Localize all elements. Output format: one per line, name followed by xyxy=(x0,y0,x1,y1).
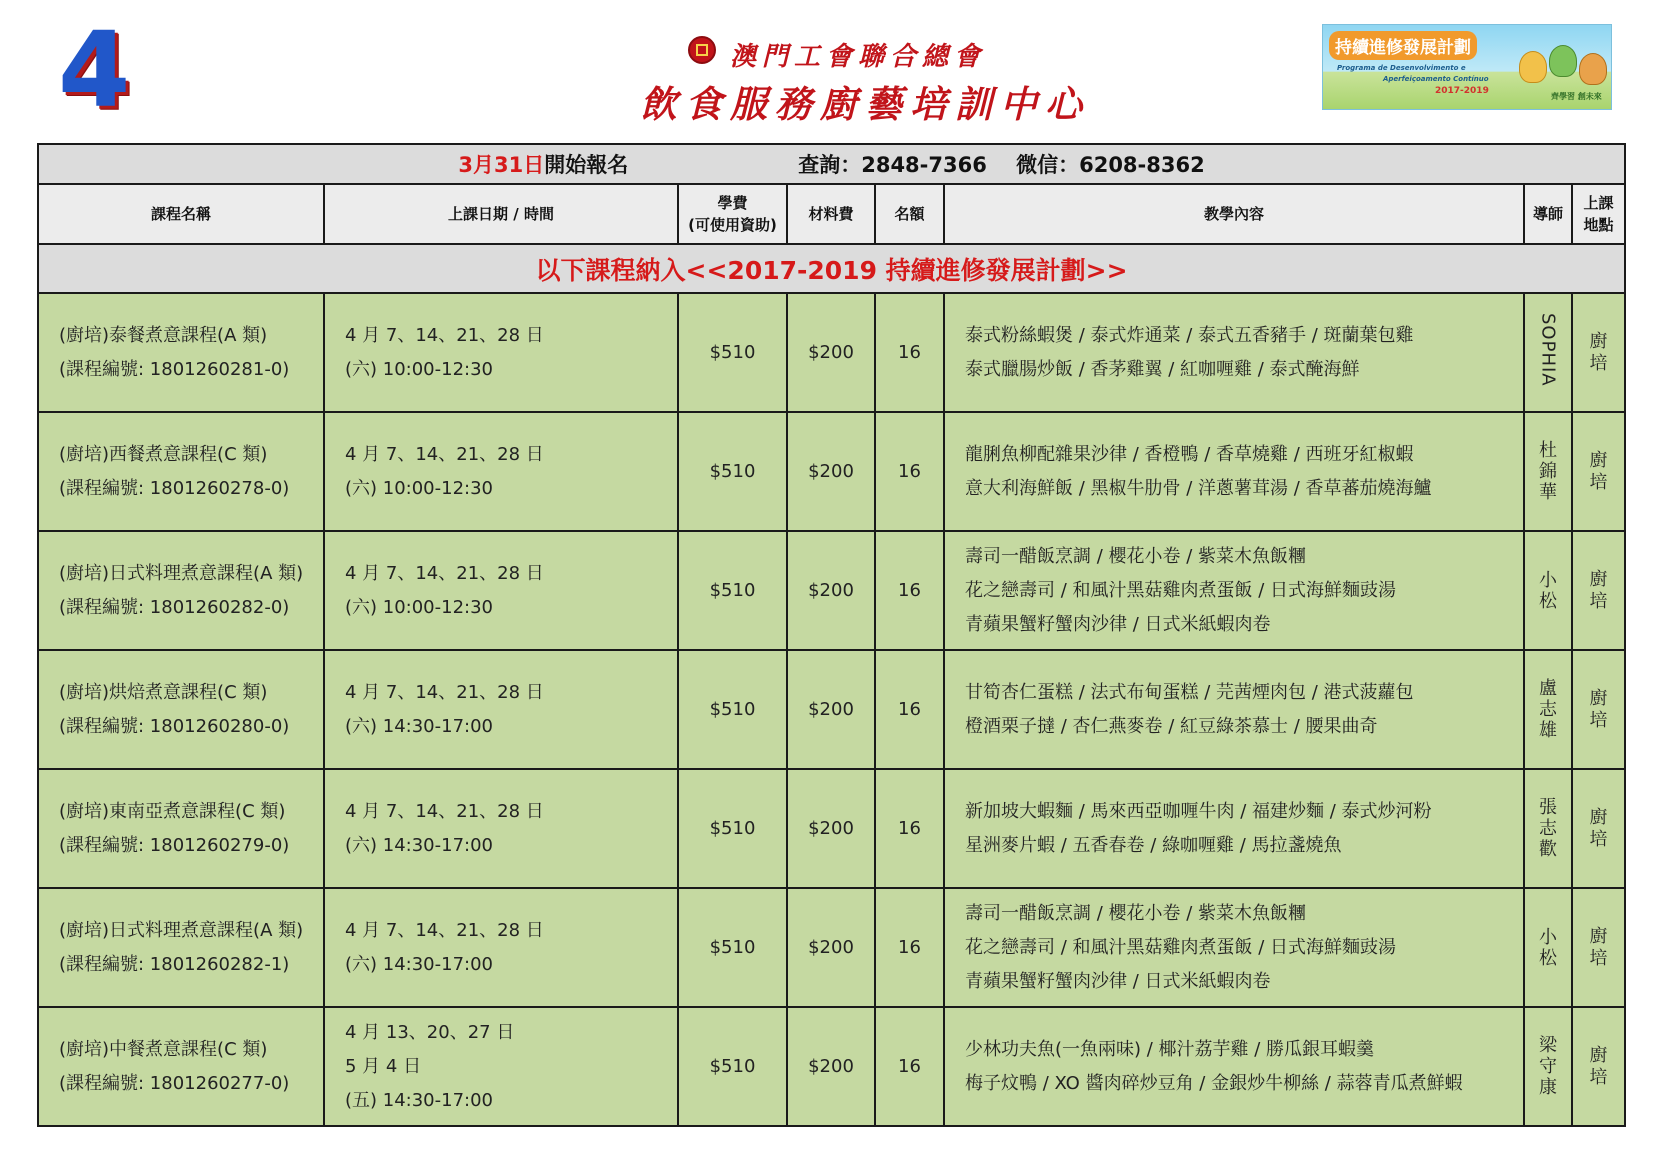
course-name: (廚培)東南亞煮意課程(C 類) xyxy=(59,800,286,822)
course-content-cell xyxy=(944,769,1524,888)
course-content-line: 壽司一醋飯烹調 / 櫻花小卷 / 紫菜木魚飯糰 xyxy=(965,902,1307,924)
course-content-line: 橙酒栗子撻 / 杏仁燕麥卷 / 紅豆綠茶慕士 / 腰果曲奇 xyxy=(965,715,1378,737)
course-code: (課程編號: 1801260280-0) xyxy=(59,715,290,737)
organization-name: 澳門工會聯合總會 xyxy=(730,42,987,72)
course-quota: 16 xyxy=(875,293,944,412)
header-venue-line1: 上課 xyxy=(1583,194,1614,212)
program-badge xyxy=(1322,24,1612,110)
course-code: (課程編號: 1801260282-1) xyxy=(59,953,290,975)
table-row xyxy=(38,412,1625,531)
table-row xyxy=(38,1007,1625,1126)
course-name-cell xyxy=(38,1007,324,1126)
course-date-cell xyxy=(324,769,678,888)
course-instructor-cell xyxy=(1524,650,1572,769)
mascot-icon xyxy=(1519,51,1547,83)
header-material: 材料費 xyxy=(787,184,875,244)
course-venue-cell xyxy=(1572,769,1625,888)
course-instructor: 梁守康 xyxy=(1539,1035,1557,1098)
course-code: (課程編號: 1801260277-0) xyxy=(59,1072,290,1094)
course-material-fee: $200 xyxy=(787,293,875,412)
course-date-line: (六) 14:30-17:00 xyxy=(345,953,494,975)
header-fee-note: (可使用資助) xyxy=(688,216,777,234)
course-date-line: 5 月 4 日 xyxy=(345,1055,422,1077)
course-date-line: 4 月 7、14、21、28 日 xyxy=(345,681,544,703)
course-content-line: 壽司一醋飯烹調 / 櫻花小卷 / 紫菜木魚飯糰 xyxy=(965,545,1307,567)
course-date-line: (六) 10:00-12:30 xyxy=(345,596,494,618)
course-date-line: (六) 10:00-12:30 xyxy=(345,477,494,499)
course-content-cell xyxy=(944,650,1524,769)
course-fee: $510 xyxy=(678,293,787,412)
course-venue-cell xyxy=(1572,293,1625,412)
header-date-time: 上課日期 / 時間 xyxy=(324,184,678,244)
course-content-line: 泰式臘腸炒飯 / 香茅雞翼 / 紅咖喱雞 / 泰式醃海鮮 xyxy=(965,358,1360,380)
header-instructor: 導師 xyxy=(1524,184,1572,244)
course-date-cell xyxy=(324,412,678,531)
course-fee: $510 xyxy=(678,888,787,1007)
course-date-cell xyxy=(324,1007,678,1126)
course-venue-cell xyxy=(1572,1007,1625,1126)
course-fee: $510 xyxy=(678,412,787,531)
table-row xyxy=(38,769,1625,888)
course-content-cell xyxy=(944,412,1524,531)
course-venue-cell xyxy=(1572,888,1625,1007)
course-venue: 廚培 xyxy=(1589,687,1608,731)
course-content-line: 花之戀壽司 / 和風汁黑菇雞肉煮蛋飯 / 日式海鮮麵豉湯 xyxy=(965,579,1397,601)
course-name: (廚培)中餐煮意課程(C 類) xyxy=(59,1038,268,1060)
badge-years: 2017-2019 xyxy=(1435,86,1489,96)
course-venue: 廚培 xyxy=(1589,330,1608,374)
course-date-line: 4 月 7、14、21、28 日 xyxy=(345,562,544,584)
course-content-cell xyxy=(944,1007,1524,1126)
course-list xyxy=(38,293,1625,1126)
enquiry-phone: 2848-7366 xyxy=(861,153,987,177)
table-row xyxy=(38,650,1625,769)
course-venue: 廚培 xyxy=(1589,449,1608,493)
course-content-line: 少林功夫魚(一魚兩味) / 椰汁荔芋雞 / 勝瓜銀耳蝦羹 xyxy=(965,1038,1375,1060)
course-name-cell xyxy=(38,769,324,888)
header-fee xyxy=(678,184,787,244)
header-venue-line2: 地點 xyxy=(1583,216,1614,234)
course-name-cell xyxy=(38,531,324,650)
course-venue: 廚培 xyxy=(1589,925,1608,969)
course-date-cell xyxy=(324,650,678,769)
course-venue: 廚培 xyxy=(1589,1044,1608,1088)
course-quota: 16 xyxy=(875,650,944,769)
course-name-cell xyxy=(38,412,324,531)
course-code: (課程編號: 1801260279-0) xyxy=(59,834,290,856)
course-fee: $510 xyxy=(678,1007,787,1126)
course-material-fee: $200 xyxy=(787,888,875,1007)
course-quota: 16 xyxy=(875,1007,944,1126)
course-name-cell xyxy=(38,888,324,1007)
course-material-fee: $200 xyxy=(787,531,875,650)
registration-info xyxy=(38,144,1625,184)
badge-slogan: 齊學習 創未來 xyxy=(1551,92,1602,101)
header-fee-label: 學費 xyxy=(717,194,748,212)
course-quota: 16 xyxy=(875,531,944,650)
table-header-row xyxy=(38,184,1625,244)
course-date-line: 4 月 7、14、21、28 日 xyxy=(345,800,544,822)
course-date-line: 4 月 7、14、21、28 日 xyxy=(345,443,544,465)
course-name-cell xyxy=(38,650,324,769)
course-name: (廚培)日式料理煮意課程(A 類) xyxy=(59,919,304,941)
course-venue-cell xyxy=(1572,412,1625,531)
course-instructor-cell xyxy=(1524,531,1572,650)
course-instructor: 張志歡 xyxy=(1539,797,1557,860)
course-fee: $510 xyxy=(678,650,787,769)
wechat-id: 6208-8362 xyxy=(1079,153,1205,177)
course-name: (廚培)西餐煮意課程(C 類) xyxy=(59,443,268,465)
wechat-label: 微信： xyxy=(1016,153,1080,177)
table-row xyxy=(38,888,1625,1007)
course-date-line: 4 月 7、14、21、28 日 xyxy=(345,324,544,346)
mascot-icon xyxy=(1549,45,1577,77)
course-content-line: 梅子炆鴨 / XO 醬肉碎炒豆角 / 金銀炒牛柳絲 / 蒜蓉青瓜煮鮮蝦 xyxy=(965,1072,1463,1094)
course-instructor: 盧志雄 xyxy=(1539,678,1557,741)
program-banner: 以下課程納入<<2017-2019 持續進修發展計劃>> xyxy=(38,244,1625,293)
table-row xyxy=(38,293,1625,412)
course-content-line: 龍脷魚柳配雜果沙律 / 香橙鴨 / 香草燒雞 / 西班牙紅椒蝦 xyxy=(965,443,1414,465)
course-material-fee: $200 xyxy=(787,412,875,531)
course-content-line: 青蘋果蟹籽蟹肉沙律 / 日式米紙蝦肉卷 xyxy=(965,613,1271,635)
course-instructor: SOPHIA xyxy=(1537,313,1559,387)
course-code: (課程編號: 1801260278-0) xyxy=(59,477,290,499)
header-content: 教學內容 xyxy=(944,184,1524,244)
course-content-cell xyxy=(944,531,1524,650)
badge-subtitle-line1: Programa de Desenvolvimento e xyxy=(1337,64,1466,72)
header-venue xyxy=(1572,184,1625,244)
course-schedule-table xyxy=(37,143,1626,1127)
course-instructor-cell xyxy=(1524,293,1572,412)
course-content-line: 甘筍杏仁蛋糕 / 法式布甸蛋糕 / 芫茜煙肉包 / 港式菠蘿包 xyxy=(965,681,1414,703)
course-code: (課程編號: 1801260281-0) xyxy=(59,358,290,380)
course-name-cell xyxy=(38,293,324,412)
course-content-cell xyxy=(944,293,1524,412)
course-instructor: 杜錦華 xyxy=(1539,440,1557,503)
registration-date: 3月31日 xyxy=(458,153,545,177)
program-banner-row xyxy=(38,244,1625,293)
course-code: (課程編號: 1801260282-0) xyxy=(59,596,290,618)
course-content-cell xyxy=(944,888,1524,1007)
course-instructor-cell xyxy=(1524,1007,1572,1126)
course-date-cell xyxy=(324,531,678,650)
course-instructor-cell xyxy=(1524,888,1572,1007)
course-content-line: 泰式粉絲蝦煲 / 泰式炸通菜 / 泰式五香豬手 / 斑蘭葉包雞 xyxy=(965,324,1414,346)
federation-emblem-icon xyxy=(688,36,716,64)
course-content-line: 星洲麥片蝦 / 五香春卷 / 綠咖喱雞 / 馬拉盞燒魚 xyxy=(965,834,1342,856)
course-instructor: 小松 xyxy=(1539,926,1557,969)
course-venue: 廚培 xyxy=(1589,806,1608,850)
course-date-line: 4 月 7、14、21、28 日 xyxy=(345,919,544,941)
course-date-line: (六) 14:30-17:00 xyxy=(345,834,494,856)
course-name: (廚培)烘焙煮意課程(C 類) xyxy=(59,681,268,703)
course-date-line: 4 月 13、20、27 日 xyxy=(345,1021,515,1043)
course-material-fee: $200 xyxy=(787,1007,875,1126)
registration-info-row xyxy=(38,144,1625,184)
course-content-line: 青蘋果蟹籽蟹肉沙律 / 日式米紙蝦肉卷 xyxy=(965,970,1271,992)
training-center-name: 飲食服務廚藝培訓中心 xyxy=(640,82,1090,126)
mascot-icon xyxy=(1579,53,1607,85)
course-quota: 16 xyxy=(875,412,944,531)
course-date-cell xyxy=(324,293,678,412)
course-fee: $510 xyxy=(678,531,787,650)
course-instructor-cell xyxy=(1524,412,1572,531)
table-row xyxy=(38,531,1625,650)
registration-start-text: 開始報名 xyxy=(544,153,629,177)
course-quota: 16 xyxy=(875,888,944,1007)
course-venue: 廚培 xyxy=(1589,568,1608,612)
course-date-line: (五) 14:30-17:00 xyxy=(345,1089,494,1111)
course-instructor-cell xyxy=(1524,769,1572,888)
course-date-cell xyxy=(324,888,678,1007)
course-quota: 16 xyxy=(875,769,944,888)
badge-title: 持續進修發展計劃 xyxy=(1329,31,1477,60)
enquiry-label: 查詢： xyxy=(798,153,862,177)
page-number: 4 xyxy=(58,9,131,131)
course-venue-cell xyxy=(1572,531,1625,650)
course-content-line: 花之戀壽司 / 和風汁黑菇雞肉煮蛋飯 / 日式海鮮麵豉湯 xyxy=(965,936,1397,958)
course-material-fee: $200 xyxy=(787,769,875,888)
header-quota: 名額 xyxy=(875,184,944,244)
course-content-line: 意大利海鮮飯 / 黑椒牛肋骨 / 洋蔥薯茸湯 / 香草蕃茄燒海鱸 xyxy=(965,477,1432,499)
organization-header xyxy=(640,36,1090,126)
course-instructor: 小松 xyxy=(1539,569,1557,612)
course-date-line: (六) 14:30-17:00 xyxy=(345,715,494,737)
course-date-line: (六) 10:00-12:30 xyxy=(345,358,494,380)
course-venue-cell xyxy=(1572,650,1625,769)
course-name: (廚培)日式料理煮意課程(A 類) xyxy=(59,562,304,584)
course-content-line: 新加坡大蝦麵 / 馬來西亞咖喱牛肉 / 福建炒麵 / 泰式炒河粉 xyxy=(965,800,1432,822)
header-course-name: 課程名稱 xyxy=(38,184,324,244)
course-material-fee: $200 xyxy=(787,650,875,769)
badge-subtitle-line2: Aperfeiçoamento Contínuo xyxy=(1383,75,1489,83)
course-name: (廚培)泰餐煮意課程(A 類) xyxy=(59,324,268,346)
course-fee: $510 xyxy=(678,769,787,888)
